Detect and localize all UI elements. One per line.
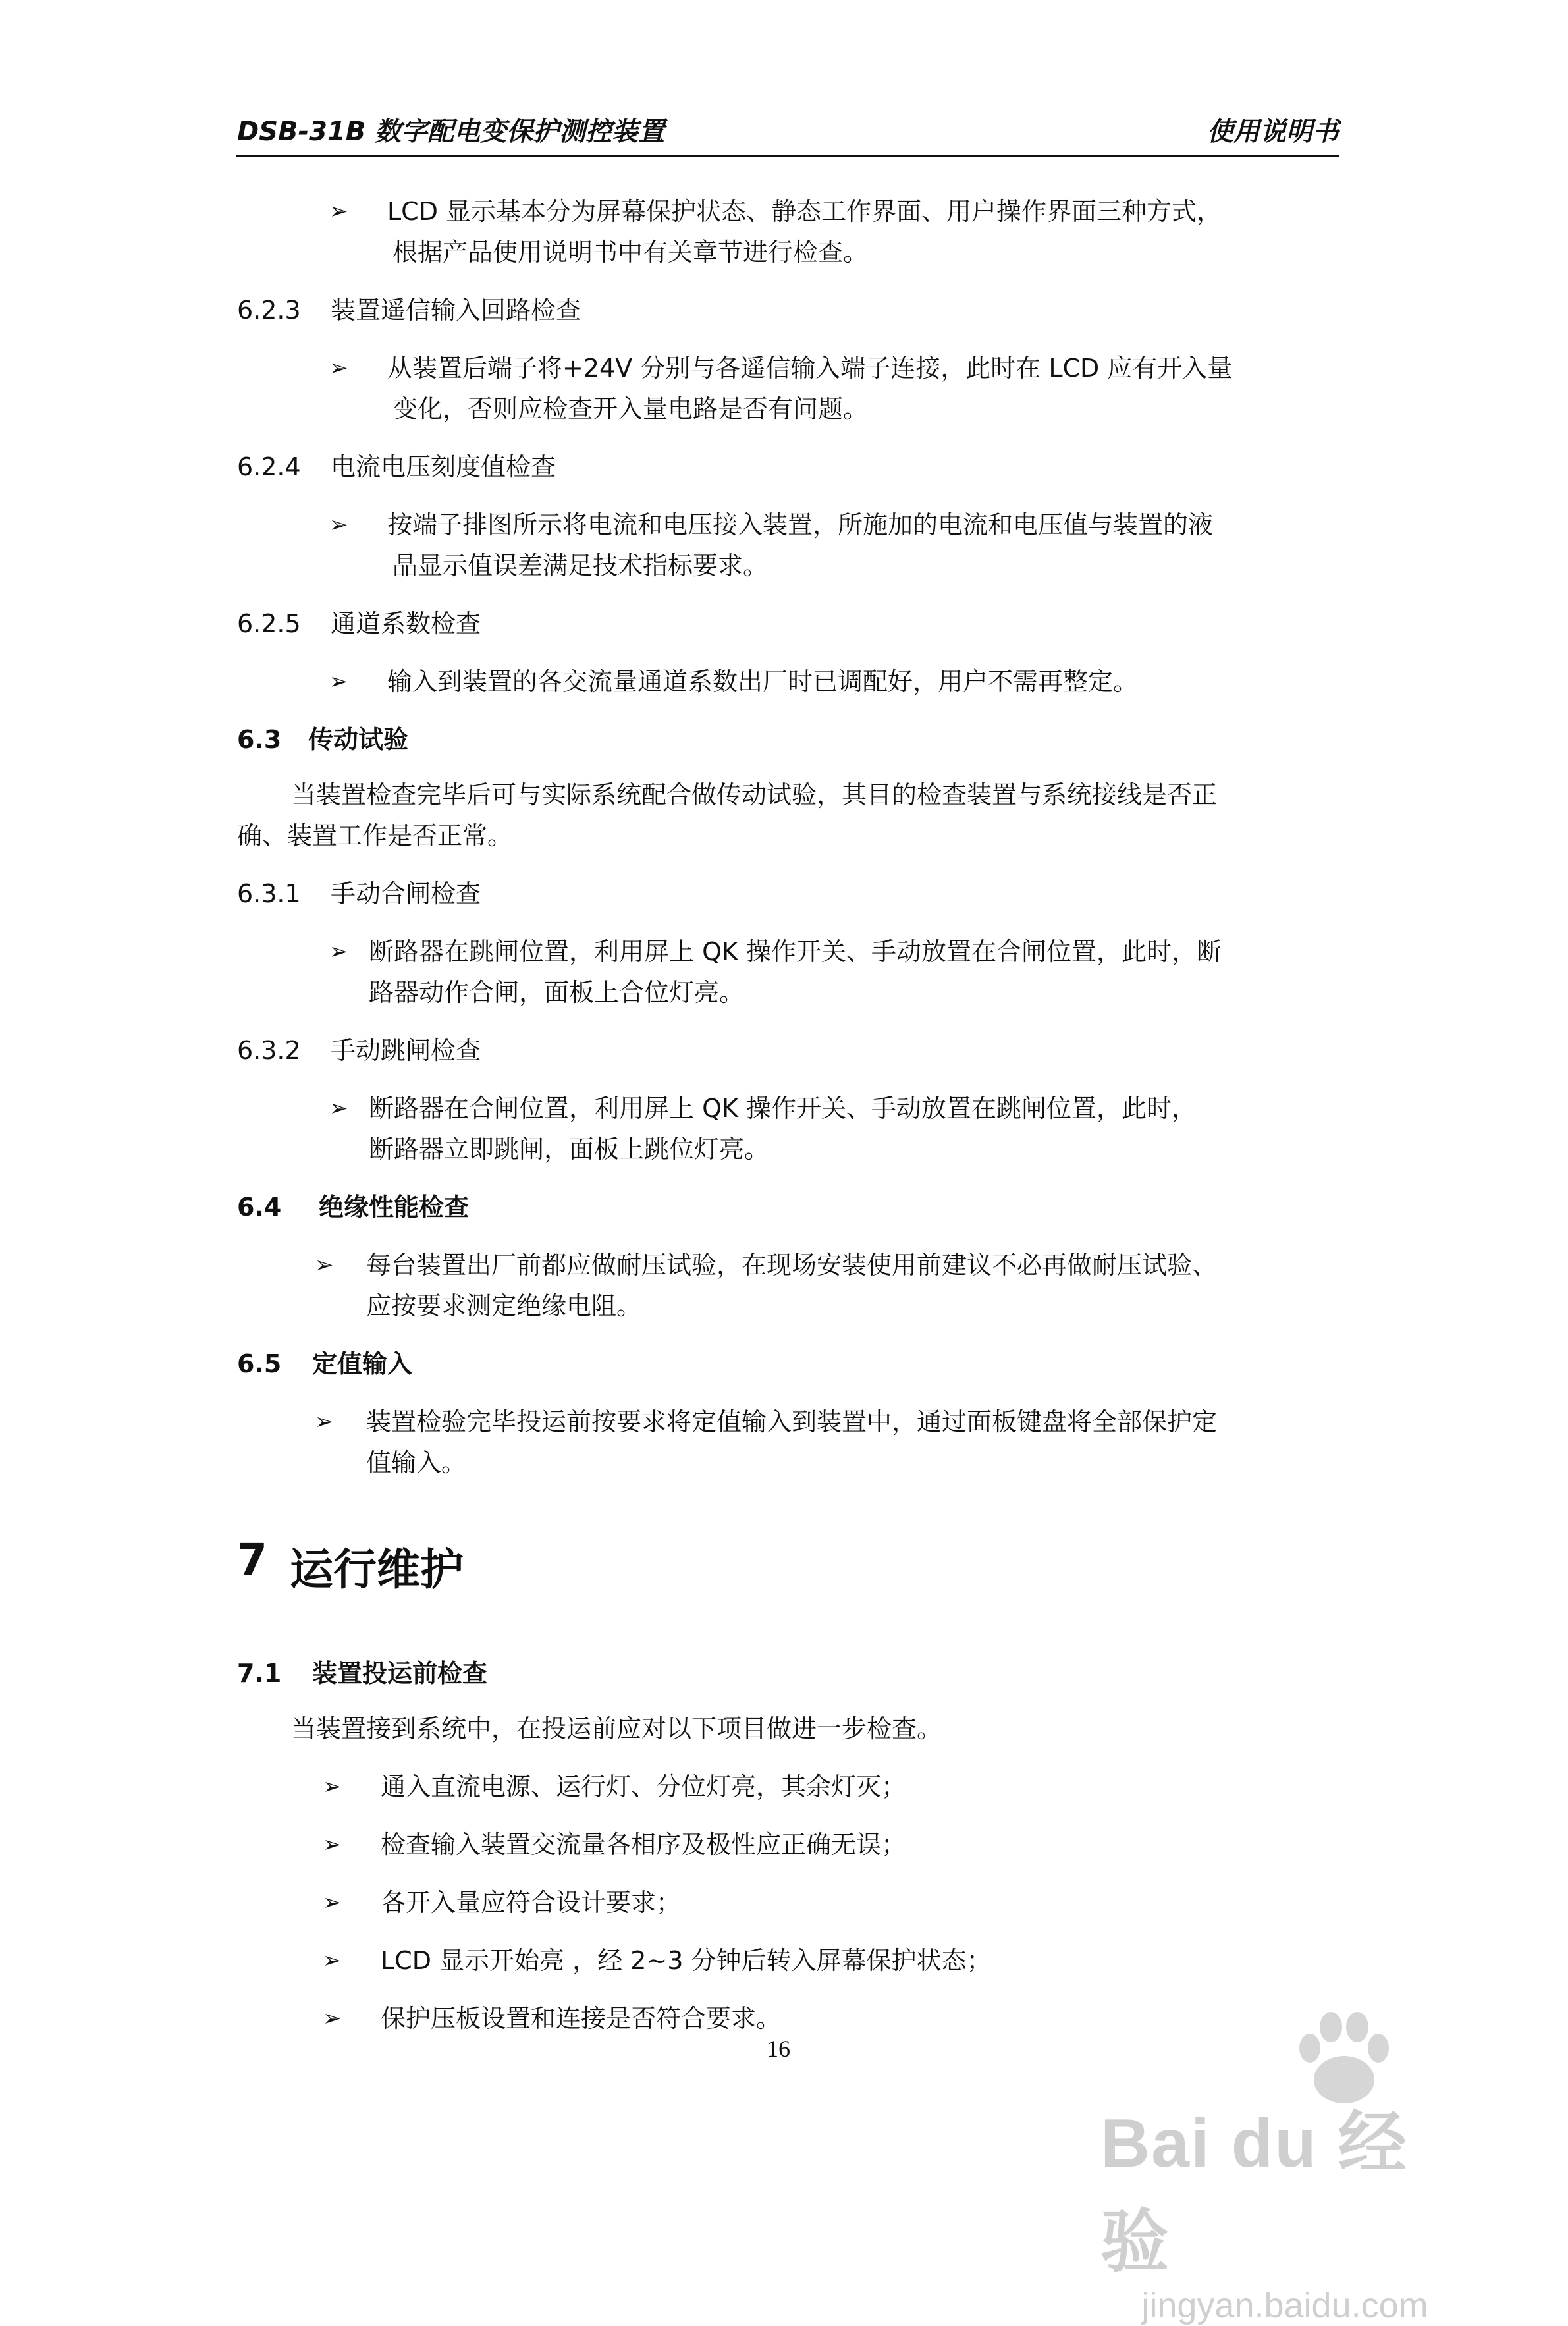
chapter-title-7: 运行维护 [290, 1544, 464, 1595]
bullet-arrow-icon: ➢ [323, 2005, 342, 2032]
list-item-7-1-1: 通入直流电源、运行灯、分位灯亮，其余灯灭； [381, 1772, 907, 1801]
list-item-7-1-2: 检查输入装置交流量各相序及极性应正确无误； [381, 1830, 907, 1859]
bullet-64-line2: 应按要求测定绝缘电阻。 [366, 1291, 642, 1320]
section-number-7-1: 7.1 [237, 1659, 282, 1688]
bullet-arrow-icon: ➢ [315, 1409, 334, 1435]
bullet-arrow-icon: ➢ [329, 938, 348, 965]
section-number-6-2-4: 6.2.4 [237, 452, 301, 481]
section-title-6-3: 传动试验 [308, 725, 409, 754]
section-title-6-3-1: 手动合闸检查 [331, 879, 481, 908]
paragraph-6-3-line2: 确、装置工作是否正常。 [237, 821, 513, 850]
section-number-6-3-2: 6.3.2 [237, 1036, 301, 1065]
bullet-arrow-icon: ➢ [323, 1831, 342, 1858]
section-title-6-2-5: 通道系数检查 [331, 609, 481, 638]
section-number-6-5: 6.5 [237, 1349, 282, 1378]
section-number-6-2-3: 6.2.3 [237, 296, 301, 325]
section-number-6-4: 6.4 [237, 1193, 282, 1222]
bullet-623-line2: 变化，否则应检查开入量电路是否有问题。 [392, 394, 869, 423]
list-item-7-1-3: 各开入量应符合设计要求； [381, 1888, 682, 1917]
header-title: DSB-31B 数字配电变保护测控装置 [237, 117, 665, 147]
list-item-7-1-5: 保护压板设置和连接是否符合要求。 [381, 2004, 782, 2033]
bullet-631-line1: 断路器在跳闸位置，利用屏上 QK 操作开关、手动放置在合闸位置，此时，断 [369, 937, 1222, 966]
bullet-623-line1: 从装置后端子将+24V 分别与各遥信输入端子连接，此时在 LCD 应有开入量 [387, 354, 1233, 383]
paragraph-6-3-line1: 当装置检查完毕后可与实际系统配合做传动试验，其目的检查装置与系统接线是否正 [291, 780, 1218, 809]
bullet-65-line1: 装置检验完毕投运前按要求将定值输入到装置中，通过面板键盘将全部保护定 [366, 1407, 1218, 1436]
paw-logo-icon [1290, 2009, 1395, 2107]
bullet-arrow-icon: ➢ [329, 1095, 348, 1122]
paragraph-7-1: 当装置接到系统中，在投运前应对以下项目做进一步检查。 [291, 1714, 942, 1743]
bullet-arrow-icon: ➢ [323, 1889, 342, 1916]
bullet-632-line1: 断路器在合闸位置，利用屏上 QK 操作开关、手动放置在跳闸位置，此时， [369, 1094, 1197, 1123]
bullet-arrow-icon: ➢ [329, 198, 348, 225]
bullet-632-line2: 断路器立即跳闸，面板上跳位灯亮。 [369, 1135, 770, 1164]
chapter-number-7: 7 [237, 1534, 267, 1585]
baidu-jingyan-watermark [1100, 2088, 1469, 2326]
section-title-6-2-3: 装置遥信输入回路检查 [331, 296, 581, 325]
bullet-arrow-icon: ➢ [329, 355, 348, 381]
section-number-6-2-5: 6.2.5 [237, 609, 301, 638]
bullet-625-line1: 输入到装置的各交流量通道系数出厂时已调配好，用户不需再整定。 [387, 667, 1139, 696]
section-title-6-4: 绝缘性能检查 [319, 1193, 470, 1222]
list-item-7-1-4: LCD 显示开始亮 ，经 2~3 分钟后转入屏幕保护状态； [381, 1946, 992, 1975]
page-number: 16 [767, 2036, 790, 2062]
bullet-lcd-line1: LCD 显示基本分为屏幕保护状态、静态工作界面、用户操作界面三种方式， [387, 197, 1222, 226]
section-number-6-3: 6.3 [237, 725, 282, 754]
bullet-arrow-icon: ➢ [315, 1252, 334, 1278]
header-doc-type: 使用说明书 [1207, 117, 1339, 147]
bullet-arrow-icon: ➢ [329, 668, 348, 695]
bullet-64-line1: 每台装置出厂前都应做耐压试验，在现场安装使用前建议不必再做耐压试验、 [366, 1251, 1218, 1280]
watermark-brand: Bai du 经验 [1100, 2105, 1408, 2281]
bullet-631-line2: 路器动作合闸，面板上合位灯亮。 [369, 978, 745, 1007]
bullet-624-line2: 晶显示值误差满足技术指标要求。 [392, 551, 769, 580]
section-title-6-5: 定值输入 [312, 1349, 413, 1378]
section-number-6-3-1: 6.3.1 [237, 879, 301, 908]
section-title-7-1: 装置投运前检查 [312, 1659, 488, 1688]
bullet-arrow-icon: ➢ [329, 512, 348, 538]
bullet-65-line2: 值输入。 [366, 1448, 467, 1477]
bullet-624-line1: 按端子排图所示将电流和电压接入装置，所施加的电流和电压值与装置的液 [387, 510, 1214, 539]
watermark-url: jingyan.baidu.com [1141, 2286, 1428, 2325]
bullet-arrow-icon: ➢ [323, 1773, 342, 1800]
header-rule [236, 155, 1339, 157]
section-title-6-2-4: 电流电压刻度值检查 [331, 452, 556, 481]
bullet-lcd-line2: 根据产品使用说明书中有关章节进行检查。 [392, 238, 869, 267]
section-title-6-3-2: 手动跳闸检查 [331, 1036, 481, 1065]
bullet-arrow-icon: ➢ [323, 1947, 342, 1974]
